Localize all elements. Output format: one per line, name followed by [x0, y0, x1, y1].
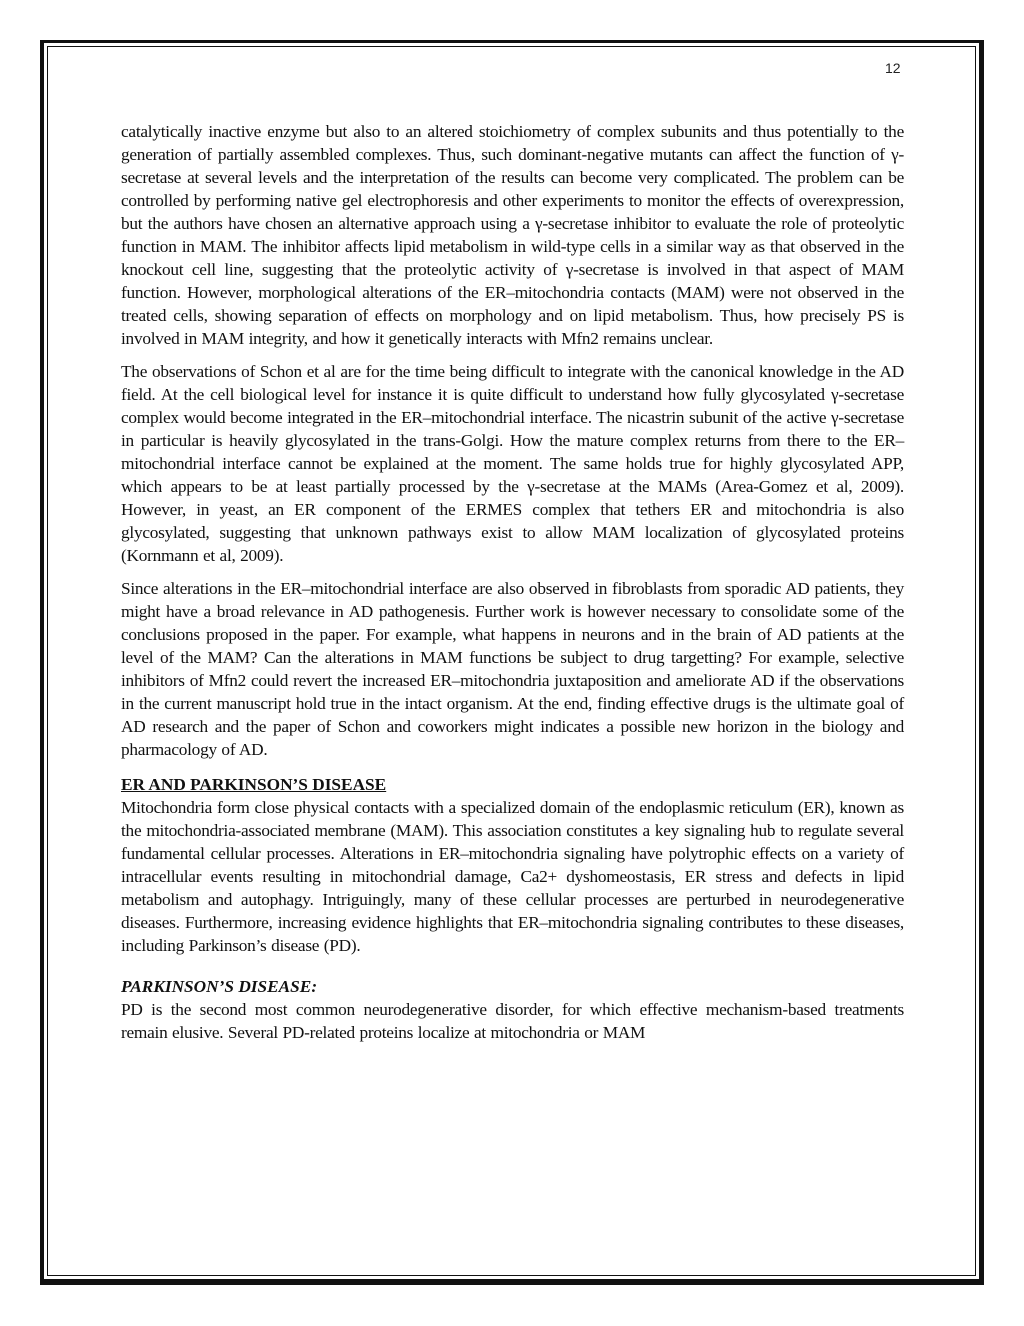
page-number: 12 [885, 60, 901, 76]
paragraph-ad-relevance: Since alterations in the ER–mitochondrial interface are also observed in fibroblasts from sporadic AD patients, they might have a broad relevance in AD pathogenesis. Further work is however necessary to consolidate some of the conclusions proposed in the paper. For example, what happens in neurons and in the brain of AD patients at the level of the MAM? Can the alterations in MAM functions be subject to drug targetting? For example, selective inhibitors of Mfn2 could revert the increased ER–mitochondria juxtaposition and ameliorate AD if the observations in the current manuscript hold true in the intact organism. At the end, finding effective drugs is the ultimate goal of AD research and the paper of Schon and coworkers might indicates a possible new horizon in the biology and pharmacology of AD. [121, 579, 904, 759]
section-heading-er-parkinsons: ER AND PARKINSON’S DISEASE [121, 775, 387, 794]
paragraph-mam-signaling: Mitochondria form close physical contacts with a specialized domain of the endoplasmic reticulum (ER), known as the mitochondria-associated membrane (MAM). This association constitutes a key signaling hub to regulate several fundamental cellular processes. Alterations in ER–mitochondria signaling have polytrophic effects on a variety of intracellular events resulting in mitochondrial damage, Ca2+ dyshomeostasis, ER stress and defects in lipid metabolism and autophagy. Intriguingly, many of these cellular processes are perturbed in neurodegenerative diseases. Furthermore, increasing evidence highlights that ER–mitochondria signaling contributes to these diseases, including Parkinson’s disease (PD). [121, 798, 904, 955]
paragraph-gamma-secretase: catalytically inactive enzyme but also to an altered stoichiometry of complex subunits and thus potentially to the generation of partially assembled complexes. Thus, such dominant-negative mutants can affect the function of γ-secretase at several levels and the interpretation of the results can become very complicated. The problem can be controlled by performing native gel electrophoresis and other experiments to monitor the effects of overexpression, but the authors have chosen an alternative approach using a γ-secretase inhibitor to evaluate the role of proteolytic function in MAM. The inhibitor affects lipid metabolism in wild-type cells in a similar way as that observed in the knockout cell line, suggesting that the proteolytic activity of γ-secretase is involved in that aspect of MAM function. However, morphological alterations of the ER–mitochondria contacts (MAM) were not observed in the treated cells, showing separation of effects on morphology and on lipid metabolism. Thus, how precisely PS is involved in MAM integrity, and how it genetically interacts with Mfn2 remains unclear. [121, 122, 904, 348]
document-body [121, 120, 904, 1044]
paragraph-pd-intro: PD is the second most common neurodegenerative disorder, for which effective mechanism-based treatments remain elusive. Several PD-related proteins localize at mitochondria or MAM [121, 1000, 904, 1042]
section-heading-parkinsons: PARKINSON’S DISEASE: [121, 977, 318, 996]
paragraph-schon-observations: The observations of Schon et al are for the time being difficult to integrate with the canonical knowledge in the AD field. At the cell biological level for instance it is quite difficult to understand how fully glycosylated γ-secretase complex would become integrated in the ER–mitochondrial interface. The nicastrin subunit of the active γ-secretase in particular is heavily glycosylated in the trans-Golgi. How the mature complex returns from there to the ER–mitochondrial interface cannot be explained at the moment. The same holds true for highly glycosylated APP, which appears to be at least partially processed by the γ-secretase at the MAMs (Area-Gomez et al, 2009). However, in yeast, an ER component of the ERMES complex that tethers ER and mitochondria is also glycosylated, suggesting that unknown pathways exist to allow MAM localization of glycosylated proteins (Kornmann et al, 2009). [121, 362, 904, 565]
